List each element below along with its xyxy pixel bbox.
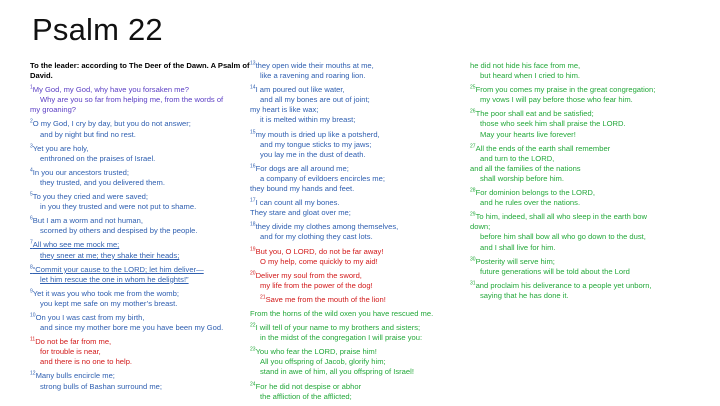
verse-line xyxy=(470,61,716,71)
verse-text: those who seek him shall praise the LORD. xyxy=(480,119,626,129)
verse-line xyxy=(470,188,716,198)
verse-text: All you offspring of Jacob, glorify him; xyxy=(260,357,386,367)
verse-line xyxy=(30,251,250,261)
verse-number: 18 xyxy=(250,221,256,228)
verse-text: and I shall live for him. xyxy=(480,242,556,252)
verse-line xyxy=(30,240,250,250)
verse-text: they open wide their mouths at me, xyxy=(255,61,374,70)
verse-text: From you comes my praise in the great congregation; xyxy=(475,85,656,95)
verse-text: stand in awe of him, all you offspring of Israel! xyxy=(260,367,414,377)
verse-line xyxy=(250,232,470,242)
verses-column-3 xyxy=(470,61,716,301)
verse-text: before him shall bow all who go down to the dust, xyxy=(480,232,646,242)
verse-text: he did not hide his face from me, xyxy=(470,61,581,70)
verse-number: 25 xyxy=(470,84,476,91)
verse-line xyxy=(250,85,470,95)
verse-line xyxy=(250,347,470,357)
verse-line xyxy=(470,144,716,154)
verse-number: 22 xyxy=(250,322,256,329)
verse-text: They stare and gloat over me; xyxy=(250,208,351,218)
verse-text: and turn to the LORD, xyxy=(480,153,555,163)
verse-25 xyxy=(470,85,716,105)
verse-text: From the horns of the wild oxen you have rescued me. xyxy=(250,308,434,318)
verse-text: Yet you are holy, xyxy=(32,143,89,153)
verse-line xyxy=(30,192,250,202)
verse-text: future generations will be told about the Lord xyxy=(480,266,630,276)
verse-line xyxy=(470,85,716,95)
verse-text: a company of evildoers encircles me; xyxy=(260,173,385,183)
verse-line xyxy=(470,232,716,242)
verse-line xyxy=(470,281,716,291)
verse-line xyxy=(30,105,250,115)
verse-text: I will tell of your name to my brothers and sisters; xyxy=(255,323,421,333)
verse-text: they bound my hands and feet. xyxy=(250,184,355,194)
verse-text: Deliver my soul from the sword, xyxy=(255,270,362,280)
verse-line xyxy=(470,174,716,184)
verse-line xyxy=(30,130,250,140)
verse-number: 19 xyxy=(250,245,256,252)
verse-text: and proclaim his deliverance to a people yet unborn, xyxy=(475,280,652,290)
verse-text: For dominion belongs to the LORD, xyxy=(475,188,596,198)
verse-19 xyxy=(250,247,470,267)
verse-17 xyxy=(250,198,470,218)
verse-text: I can count all my bones. xyxy=(255,198,340,208)
verse-text: they trusted, and you delivered them. xyxy=(40,177,165,187)
verse-number: 17 xyxy=(250,197,256,204)
verse-line xyxy=(250,323,470,333)
verse-line xyxy=(250,140,470,150)
verse-line xyxy=(30,265,250,275)
verse-number: 13 xyxy=(250,60,256,67)
column-3 xyxy=(470,61,716,305)
verse-line xyxy=(250,105,470,115)
verse-6 xyxy=(30,216,250,236)
verses-column-1 xyxy=(30,85,250,391)
verse-line xyxy=(250,392,470,402)
verse-line xyxy=(470,257,716,267)
verse-line xyxy=(470,267,716,277)
verse-text: and by night but find no rest. xyxy=(40,129,136,139)
verse-12 xyxy=(30,371,250,391)
verse-10 xyxy=(30,313,250,333)
verse-text: my heart is like wax; xyxy=(250,105,319,115)
verse-line xyxy=(470,243,716,253)
verse-text: But you, O LORD, do not be far away! xyxy=(255,246,384,256)
verse-line xyxy=(30,371,250,381)
verse-text: but heard when I cried to him. xyxy=(480,71,581,81)
verse-1 xyxy=(30,85,250,115)
verse-line xyxy=(250,198,470,208)
verse-22 xyxy=(250,323,470,343)
verse-text: they sneer at me; they shake their heads; xyxy=(40,250,180,260)
verse-line xyxy=(470,109,716,119)
verse-30 xyxy=(470,257,716,277)
verse-text: the affliction of the afflicted; xyxy=(260,391,352,401)
verse-line xyxy=(30,85,250,95)
verse-text: Yet it was you who took me from the womb; xyxy=(32,288,179,298)
verse-cont xyxy=(470,61,716,81)
verse-line xyxy=(30,154,250,164)
verse-line xyxy=(30,347,250,357)
verse-line xyxy=(250,184,470,194)
verse-text: saying that he has done it. xyxy=(480,290,569,300)
verse-16 xyxy=(250,164,470,194)
verse-text: May your hearts live forever! xyxy=(480,129,576,139)
verse-text: The poor shall eat and be satisfied; xyxy=(475,109,594,119)
verse-line xyxy=(30,119,250,129)
verse-number: 15 xyxy=(250,129,256,136)
verse-text: in the midst of the congregation I will praise you: xyxy=(260,333,423,343)
verse-8 xyxy=(30,265,250,285)
verse-line xyxy=(250,357,470,367)
verse-text: strong bulls of Bashan surround me; xyxy=(40,381,162,391)
verse-21 xyxy=(250,295,470,305)
verse-line xyxy=(470,130,716,140)
verse-15 xyxy=(250,130,470,160)
verse-text: and he rules over the nations. xyxy=(480,198,581,208)
verse-text: and all the families of the nations xyxy=(470,163,581,173)
verse-number: 10 xyxy=(30,312,36,319)
verse-number: 11 xyxy=(30,336,36,343)
verse-text: O my help, come quickly to my aid! xyxy=(260,256,378,266)
verse-text: For he did not despise or abhor xyxy=(255,381,362,391)
verse-line xyxy=(250,174,470,184)
verse-text: and there is no one to help. xyxy=(40,357,133,367)
verse-text: down; xyxy=(470,222,491,232)
verse-text: scorned by others and despised by the people. xyxy=(40,226,198,236)
verse-number: 7 xyxy=(30,239,33,246)
verse-line xyxy=(250,257,470,267)
verse-text: my vows I will pay before those who fear him. xyxy=(480,95,633,105)
verse-line xyxy=(30,382,250,392)
verse-text: All the ends of the earth shall remember xyxy=(475,143,611,153)
verse-number: 12 xyxy=(30,370,36,377)
verse-number: 3 xyxy=(30,143,33,150)
verse-line xyxy=(30,95,250,105)
verse-23 xyxy=(250,347,470,377)
verse-line xyxy=(30,275,250,285)
verse-text: it is melted within my breast; xyxy=(260,115,356,125)
verse-text: My God, my God, why have you forsaken me? xyxy=(32,85,189,95)
verse-text: Do not be far from me, xyxy=(35,337,112,347)
verse-number: 4 xyxy=(30,167,33,174)
verse-text: they divide my clothes among themselves, xyxy=(255,222,399,232)
verse-28 xyxy=(470,188,716,208)
verse-number: 8 xyxy=(30,264,33,271)
verse-line xyxy=(30,337,250,347)
verse-text: for trouble is near, xyxy=(40,347,101,357)
verse-text: You who fear the LORD, praise him! xyxy=(255,347,377,357)
verse-line xyxy=(250,208,470,218)
verse-text: you lay me in the dust of death. xyxy=(260,149,366,159)
verse-line xyxy=(250,130,470,140)
verse-text: “Commit your cause to the LORD; let him deliver— xyxy=(32,264,204,274)
verse-line xyxy=(30,202,250,212)
verse-line xyxy=(470,212,716,222)
verse-31 xyxy=(470,281,716,301)
verse-text: For dogs are all around me; xyxy=(255,163,349,173)
verse-text: I am poured out like water, xyxy=(255,85,345,95)
verse-number: 24 xyxy=(250,381,256,387)
verse-2 xyxy=(30,119,250,139)
verse-number: 6 xyxy=(30,215,33,222)
verse-27 xyxy=(470,144,716,184)
verse-text: To you they cried and were saved; xyxy=(32,192,149,202)
verse-text: my groaning? xyxy=(30,105,77,115)
verse-line xyxy=(30,289,250,299)
verse-text: in you they trusted and were not put to shame. xyxy=(40,202,197,212)
column-2 xyxy=(250,61,470,406)
verse-number: 27 xyxy=(470,143,476,150)
verse-text: and for my clothing they cast lots. xyxy=(260,232,373,242)
verse-line xyxy=(470,198,716,208)
verse-number: 31 xyxy=(470,280,476,287)
verse-text: and since my mother bore me you have been my God. xyxy=(40,323,224,333)
verse-text: my life from the power of the dog! xyxy=(260,280,373,290)
verse-13 xyxy=(250,61,470,81)
verse-number: 21 xyxy=(260,294,266,301)
verse-text: To him, indeed, shall all who sleep in the earth bow xyxy=(475,212,647,222)
verse-text: In you our ancestors trusted; xyxy=(32,167,130,177)
verse-number: 1 xyxy=(30,84,33,91)
verse-line xyxy=(30,313,250,323)
verse-cont xyxy=(250,309,470,319)
verse-line xyxy=(250,271,470,281)
verse-line xyxy=(250,61,470,71)
verse-number: 9 xyxy=(30,288,33,295)
verse-line xyxy=(30,178,250,188)
slide-title: Psalm 22 xyxy=(32,12,163,47)
verse-number: 23 xyxy=(250,346,256,353)
verse-text: let him rescue the one in whom he delights!” xyxy=(40,274,189,284)
verse-text: All who see me mock me; xyxy=(32,240,120,250)
verse-18 xyxy=(250,222,470,242)
verse-line xyxy=(30,226,250,236)
verse-text: O my God, I cry by day, but you do not answer; xyxy=(32,119,191,129)
verse-number: 26 xyxy=(470,108,476,115)
verse-line xyxy=(250,333,470,343)
verse-text: shall worship before him. xyxy=(480,173,564,183)
verse-5 xyxy=(30,192,250,212)
verse-number: 28 xyxy=(470,187,476,194)
verse-line xyxy=(250,150,470,160)
column-1 xyxy=(30,61,250,396)
verse-line xyxy=(470,291,716,301)
verse-line xyxy=(30,168,250,178)
verses-column-2 xyxy=(250,61,470,402)
verse-line xyxy=(250,295,470,305)
verse-4 xyxy=(30,168,250,188)
verse-line xyxy=(250,164,470,174)
verse-text: Save me from the mouth of the lion! xyxy=(265,294,386,304)
verse-number: 30 xyxy=(470,256,476,263)
verse-number: 14 xyxy=(250,84,256,91)
verse-14 xyxy=(250,85,470,125)
verse-line xyxy=(250,309,470,319)
verse-line xyxy=(30,144,250,154)
verse-text: my mouth is dried up like a potsherd, xyxy=(255,129,380,139)
verse-line xyxy=(250,247,470,257)
verse-number: 16 xyxy=(250,163,256,170)
verse-24 xyxy=(250,382,470,402)
verse-line xyxy=(30,357,250,367)
verse-line xyxy=(250,367,470,377)
verse-text: you kept me safe on my mother’s breast. xyxy=(40,298,178,308)
verse-line xyxy=(250,115,470,125)
verse-text: and my tongue sticks to my jaws; xyxy=(260,139,372,149)
verse-text: Many bulls encircle me; xyxy=(35,371,115,381)
verse-line xyxy=(470,71,716,81)
verse-29 xyxy=(470,212,716,252)
verse-3 xyxy=(30,144,250,164)
verse-line xyxy=(470,95,716,105)
verse-line xyxy=(250,281,470,291)
verse-line xyxy=(250,71,470,81)
psalm-superscription: To the leader: according to The Deer of the Dawn. A Psalm of David. xyxy=(30,61,250,81)
verse-line xyxy=(470,222,716,232)
verse-number: 5 xyxy=(30,191,33,198)
verse-text: Why are you so far from helping me, from the words of xyxy=(40,95,224,105)
verse-line xyxy=(250,382,470,392)
verse-line xyxy=(470,154,716,164)
verse-text: Posterity will serve him; xyxy=(475,256,555,266)
verse-11 xyxy=(30,337,250,367)
verse-text: But I am a worm and not human, xyxy=(32,216,143,226)
verse-20 xyxy=(250,271,470,291)
verse-line xyxy=(30,299,250,309)
verse-line xyxy=(250,95,470,105)
verse-26 xyxy=(470,109,716,139)
verse-text: enthroned on the praises of Israel. xyxy=(40,153,156,163)
verse-7 xyxy=(30,240,250,260)
verse-line xyxy=(30,323,250,333)
verse-line xyxy=(470,164,716,174)
verse-line xyxy=(30,216,250,226)
verse-line xyxy=(470,119,716,129)
verse-text: and all my bones are out of joint; xyxy=(260,95,370,105)
verse-number: 29 xyxy=(470,211,476,218)
verse-text: On you I was cast from my birth, xyxy=(35,312,145,322)
verse-number: 20 xyxy=(250,270,256,277)
verse-number: 2 xyxy=(30,118,33,125)
verse-text: like a ravening and roaring lion. xyxy=(260,71,366,81)
verse-9 xyxy=(30,289,250,309)
verse-line xyxy=(250,222,470,232)
